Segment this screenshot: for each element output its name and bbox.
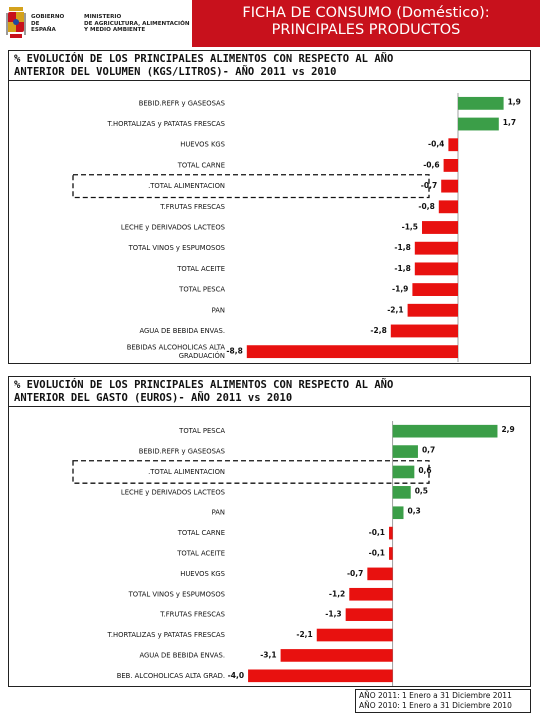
bar — [367, 568, 392, 581]
bar — [412, 283, 458, 296]
data-label: -0,8 — [418, 201, 435, 211]
bar — [346, 608, 393, 621]
bar — [247, 345, 458, 358]
bar — [393, 445, 418, 458]
category-label: .TOTAL ALIMENTACION — [148, 182, 225, 191]
plot-area — [230, 93, 530, 362]
page-title-line: PRINCIPALES PRODUCTOS — [271, 22, 461, 38]
coat-of-arms-icon — [6, 6, 26, 40]
category-label: HUEVOS KGS — [180, 569, 225, 578]
bar — [391, 325, 458, 338]
category-label: TOTAL PESCA — [179, 285, 225, 294]
category-label: BEBID.REFR y GASEOSAS — [138, 447, 225, 456]
page-header — [0, 0, 540, 47]
bar — [415, 242, 458, 255]
bar — [393, 486, 411, 499]
category-label: TOTAL CARNE — [177, 161, 225, 170]
page-title-line: FICHA DE CONSUMO (Doméstico): — [242, 5, 490, 21]
bar — [444, 159, 458, 172]
category-label: PAN — [211, 508, 225, 517]
ministry-line: MINISTERIO — [84, 14, 122, 20]
chart-title-line: % EVOLUCIÓN DE LOS PRINCIPALES ALIMENTOS CON RESPECTO AL AÑO — [14, 379, 394, 391]
data-label: -2,1 — [387, 305, 404, 315]
data-label: -1,2 — [328, 589, 346, 599]
gov-line: DE ESPAÑA — [31, 20, 56, 33]
date-range-footnote — [355, 689, 531, 713]
data-label: -1,9 — [391, 284, 409, 294]
data-label: -0,1 — [368, 528, 386, 538]
category-label: HUEVOS KGS — [180, 140, 225, 149]
category-label: TOTAL PESCA — [179, 427, 225, 436]
bar — [393, 425, 498, 438]
category-label: .TOTAL ALIMENTACION — [148, 467, 225, 476]
government-logo — [4, 4, 194, 42]
category-label: BEBID.REFR y GASEOSAS — [138, 99, 225, 108]
bar — [317, 629, 393, 642]
bar — [393, 506, 404, 519]
category-label: AGUA DE BEBIDA ENVAS. — [139, 326, 225, 335]
ministry-name — [84, 14, 194, 34]
chart-title-line: ANTERIOR DEL GASTO (EUROS)- AÑO 2011 vs 2010 — [14, 391, 293, 404]
category-label: AGUA DE BEBIDA ENVAS. — [139, 651, 225, 660]
data-label: -4,0 — [227, 670, 245, 680]
category-label: TOTAL VINOS y ESPUMOSOS — [128, 244, 225, 253]
data-label: -2,8 — [370, 325, 387, 335]
category-label: T.HORTALIZAS y PATATAS FRESCAS — [107, 120, 225, 129]
data-label: -0,7 — [346, 568, 364, 578]
data-label: -0,4 — [427, 139, 445, 149]
data-label: 1,9 — [507, 97, 521, 107]
data-label: -1,3 — [325, 609, 342, 619]
data-label: 2,9 — [501, 425, 515, 435]
data-label: 0,6 — [418, 465, 432, 475]
bar — [248, 669, 393, 682]
data-label: 0,3 — [407, 506, 421, 516]
bar — [349, 588, 392, 601]
data-label: 0,5 — [414, 486, 429, 496]
ministry-line: DE AGRICULTURA, ALIMENTACIÓN — [84, 20, 190, 27]
bar — [393, 466, 415, 479]
category-label: TOTAL CARNE — [177, 529, 225, 538]
bar — [458, 118, 499, 131]
data-label: 0,7 — [421, 445, 436, 455]
bar — [281, 649, 393, 662]
category-label: PAN — [211, 306, 225, 315]
category-label: LECHE y DERIVADOS LACTEOS — [120, 488, 225, 497]
bar — [389, 547, 393, 560]
volume-bar-chart — [9, 51, 530, 363]
category-label: T.HORTALIZAS y PATATAS FRESCAS — [107, 631, 225, 640]
data-label: -1,5 — [401, 222, 418, 232]
category-label: BEBIDAS ALCOHOLICAS ALTA — [126, 343, 225, 352]
chart-title-line: % EVOLUCIÓN DE LOS PRINCIPALES ALIMENTOS CON RESPECTO AL AÑO — [14, 53, 394, 65]
gov-line: GOBIERNO — [31, 14, 65, 20]
data-label: -0,6 — [423, 160, 440, 170]
spending-chart-section — [8, 376, 531, 687]
category-label: TOTAL VINOS y ESPUMOSOS — [128, 590, 225, 599]
bar — [441, 180, 458, 193]
data-label: -2,1 — [296, 630, 313, 640]
spending-bar-chart — [9, 377, 530, 686]
ministry-line: Y MEDIO AMBIENTE — [84, 27, 146, 33]
category-label: GRADUACIÓN — [178, 351, 225, 360]
footnote-line: AÑO 2010: 1 Enero a 31 Diciembre 2010 — [359, 701, 512, 710]
data-label: 1,7 — [502, 118, 517, 128]
page-title — [192, 0, 540, 47]
data-label: -3,1 — [260, 650, 277, 660]
bar — [422, 221, 458, 234]
category-label: T.FRUTAS FRESCAS — [160, 610, 225, 619]
data-label: -0,7 — [420, 181, 438, 191]
government-name — [31, 14, 65, 34]
category-label: T.FRUTAS FRESCAS — [160, 202, 225, 211]
chart-title-line: ANTERIOR DEL VOLUMEN (KGS/LITROS)- AÑO 2011 vs 2010 — [14, 65, 337, 78]
data-label: -1,8 — [394, 263, 411, 273]
bar — [439, 200, 458, 213]
bar — [448, 138, 458, 151]
data-label: -0,1 — [368, 548, 386, 558]
footnote-line: AÑO 2011: 1 Enero a 31 Diciembre 2011 — [359, 691, 512, 700]
bar — [408, 304, 458, 317]
volume-chart-section — [8, 50, 531, 364]
category-label: BEB. ALCOHOLICAS ALTA GRAD. — [116, 671, 225, 680]
bar — [458, 97, 504, 110]
category-label: LECHE y DERIVADOS LACTEOS — [120, 223, 225, 232]
data-label: -1,8 — [394, 243, 411, 253]
category-label: TOTAL ACEITE — [177, 264, 225, 273]
data-label: -8,8 — [226, 346, 243, 356]
bar — [415, 262, 458, 275]
category-label: TOTAL ACEITE — [177, 549, 225, 558]
bar — [389, 527, 393, 540]
